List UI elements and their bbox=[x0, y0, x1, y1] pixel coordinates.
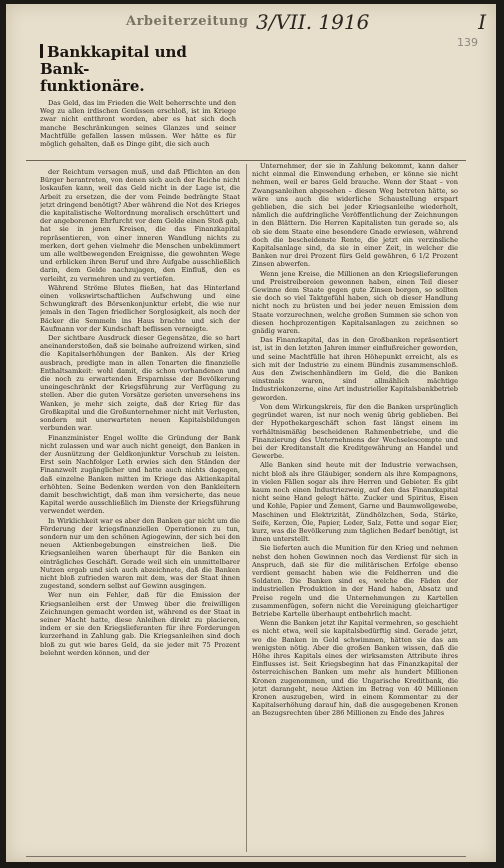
left-paragraph: Finanzminister Engel wollte die Gründung der Bank nicht zulassen und war auch nicht geneigt, den Banken in der Ausnützung der Geldkonjunktur Vorschub zu leisten. Erst sein Nachfolger Leth erwies sich den Ständen der Finanzwelt zugänglicher und hatte auch nichts dagegen, daß einzelne Banken mitten im Kriege das Aktienkapital erhöhten. Seine Bedenken werden von den Bankleitern damit beschwichtigt, daß man ihm versicherte, das neue Kapital werde ausschließlich im Dienste der Kriegsführung verwendet werden. bbox=[40, 433, 240, 516]
masthead-stamp: Arbeiterzeitung bbox=[126, 14, 249, 29]
right-paragraph: Unternehmer, der sie in Zahlung bekommt, kann daher nicht einmal die Einwendung erheben, er könne sie nicht nehmen, weil er bares Geld brauche. Wenn der Staat – von Zwangsanleihen abgesehen – diesen Weg betreten hätte, so wäre uns auch die widerliche Schaustellung erspart geblieben, die sich bei jeder Kriegsanleihe wiederholt, nämlich die aufdringliche Veröffentlichung der Zeichnungen in den Blättern. Die Herren Kapitalisten tun gerade so, als ob sie dem Staate eine besondere Gnade erwiesen, während doch die bescheidenste Rente, die jetzt ein verzinsliche Kapitalsanlage sind, da sie in einer Zeit, in welcher die Banken nur drei Prozent fürs Geld gewähren, 6 1/2 Prozent Zinsen abwerfen. bbox=[252, 162, 458, 269]
article-intro-column bbox=[40, 44, 236, 164]
handwritten-date: 3/VII. 1916 bbox=[256, 10, 370, 34]
right-paragraph: Alle Banken sind heute mit der Industrie verwachsen, nicht bloß als ihre Gläubiger, sondern als ihre Kompagnons, in vielen Fällen sogar als ihre Herren und Gebieter. Es gibt kaum noch einen Industriezweig, auf den das Finanzkapital nicht seine Hand gelegt hätte. Zucker und Spiritus, Eisen und Kohle, Papier und Zement, Garne und Baumwollgewebe, Maschinen und Elektrizität, Zündhölzchen, Soda, Stärke, Seife, Kerzen, Öle, Papier, Leder, Salz, Fette und sogar Eier, kurz, was die Bevölkerung zum täglichen Bedarf benötigt, ist ihnen unterstellt. bbox=[252, 461, 458, 544]
headline-line-2: funktionäre. bbox=[40, 77, 145, 95]
footer-rule bbox=[26, 856, 466, 857]
right-paragraph: Das Finanzkapital, das in den Großbanken repräsentiert ist, ist in den letzten Jahren immer einflußreicher geworden, und seine Machtfülle hat ihren Höhepunkt erreicht, als es sich mit der Industrie zu einem Bündnis zusammenschloß. Aus den Zwischenhändlern im Geld, die die Banken einstmals waren, sind allmählich mächtige Industriekonzerne, eine Art industrieller Kapitalsbankbetrieb geworden. bbox=[252, 336, 458, 402]
right-paragraph: Von dem Wirkungskreis, für den die Banken ursprünglich gegründet waren, ist nur noch wenig übrig geblieben. Bei der Hypothekargeschäft schon fast längst einem im verhältnismäßig bescheidenen Rahmenbetriebe, und die Finanzierung des Unternehmens der Wechselescompte und bei der Kreditanstalt die Kreditgewährung an Handel und Gewerbe. bbox=[252, 402, 458, 461]
headline-line-1: Bankkapital und Bank- bbox=[40, 44, 187, 78]
left-paragraph: Der sichtbare Ausdruck dieser Gegensätze, die so hart aneinanderstoßen, daß sie beinahe aufreizend wirken, sind die Kapitalserhöhungen der Banken. Als der Krieg ausbrach, predigte man in allen Tonarten die finanzielle Enthaltsamkeit: wohl damit, die schon vorhandenen und die noch zu erwartenden Ersparnisse der Bevölkerung uneingeschränkt der Kriegsführung zur Verfügung zu stellen. Aber die guten Vorsätze gerieten unversehens ins Wanken, je mehr sich zeigte, daß der Krieg für das Großkapital und die Großunternehmer nicht mit Verlusten, sondern mit unerwarteten neuen Kapitalsbildungen verbunden war. bbox=[40, 334, 240, 433]
headline-bar bbox=[40, 44, 43, 58]
article-headline bbox=[40, 44, 236, 95]
pencil-number: 139 bbox=[457, 36, 478, 49]
left-paragraph: In Wirklichkeit war es aber den Banken gar nicht um die Förderung der kriegsfinanziellen Operationen zu tun, sondern nur um den schönen Agiogewinn, der sich bei den neuen Aktienbegebungen einstreichen ließ. Die Kriegsanleihen waren überhaupt für die Banken ein einträgliches Geschäft. Gerade weil sich ein unmittelbarer Nutzen ergab und sich auch abzeichnete, daß die Banken nicht bloß zufrieden waren mit dem, was der Staat ihnen zugestand, sondern selbst auf Gewinn ausgingen. bbox=[40, 516, 240, 591]
intro-paragraph: Das Geld, das im Frieden die Welt beherrschte und den Weg zu allen irdischen Genüssen erschloß, ist im Kriege zwar nicht entthront worden, aber es hat sich doch manche Beschränkungen seines Glanzes und seiner Machtfülle gefallen lassen müssen. Wer hätte es für möglich gehalten, daß es Dinge gibt, die sich auch bbox=[40, 99, 236, 149]
right-paragraph: Wenn jene Kreise, die Millionen an den Kriegslieferungen und Preistreibereien gewonnen haben, einen Teil dieser Gewinne dem Staate gegen gute Zinsen borgen, so sollten sie doch so viel Taktgefühl haben, sich ob dieser Handlung nicht noch zu brüsten und bei jeder neuen Emission dem Staate vorzurechnen, welche großen Summen sie schon von diesen hochprozentigen Kapitalsanlagen zu zeichnen so gnädig waren. bbox=[252, 269, 458, 336]
newspaper-clipping bbox=[6, 4, 496, 862]
clipping-header bbox=[6, 10, 496, 49]
left-column bbox=[40, 168, 240, 862]
right-paragraph: Wenn die Banken jetzt ihr Kapital vermehren, so geschieht es nicht etwa, weil sie kapitalsbedürftig sind. Gerade jetzt, wo die Banken in Geld schwimmen, hätten sie das am wenigsten nötig. Aber die großen Banken wissen, daß die Höhe ihres Kapitals eines der wirksamsten Attribute ihres Einflusses ist. Seit Kriegsbeginn hat das Finanzkapital der österreichischen Banken um mehr als hundert Millionen Kronen zugenommen, und die Ungarische Kreditbank, die jetzt darangeht, neue Aktien im Betrag von 40 Millionen Kronen auszugeben, wird in einem Kommentar zu der Kapitalserhöhung darauf hin, daß die ausgegebenen Kronen an Bezugsrechten über 286 Millionen zu Ende des Jahres bbox=[252, 619, 458, 718]
handwritten-mark: I bbox=[478, 10, 486, 34]
left-paragraph: der Reichtum versagen muß, und daß Pflichten an den Bürger herantreten, von denen sich auch der Reiche nicht loskaufen kann, weil das Geld nicht in der Lage ist, die Arbeit zu ersetzen, die der vom Feinde bedrängte Staat jetzt dringend benötigt? Aber während die Not des Krieges die kapitalistische Weltordnung moralisch erschüttert und der angeborenen Ehrfurcht vor dem Gelde einen Stoß gab, hat sie in jenen Kreisen, die das Finanzkapital repräsentieren, von einer inneren Wandlung nichts zu merken, dort gehen vielmehr die Menschen unbekümmert um alle weltbewegenden Ereignisse, die gewohnten Wege und erblicken ihren Beruf und ihre Aufgabe ausschließlich darin, dem Gelde nachzujagen, den Einfluß, den es verleiht, zu vermehren und zu vertiefen. bbox=[40, 168, 240, 283]
left-paragraph: Während Ströme Blutes fließen, hat das Hinterland einen volkswirtschaftlichen Aufschwung und eine Schwungkraft des Börsenkonjunktur erlebt, die wie nur jemals in den Tagen friedlicher Sorglosigkeit, als noch der Bäcker die Semmeln ins Haus brachte und sich der Kaufmann vor der Kundschaft beflissen verneigte. bbox=[40, 283, 240, 333]
right-column bbox=[252, 162, 458, 862]
left-paragraph: Wer nun ein Fehler, daß für die Emission der Kriegsanleihen erst der Umweg über die freiwilligen Zeichnungen gemacht worden ist, während es der Staat in seiner Macht hatte, diese Anleihen direkt zu placieren, indem er sie den Kriegslieferanten für ihre Forderungen kurzerhand in Zahlung gab. Die Kriegsanleihen sind doch bloß zu gut wie bares Geld, da sie jeder mit 75 Prozent belehnt werden können, und der bbox=[40, 591, 240, 657]
right-paragraph: Sie lieferten auch die Munition für den Krieg und nehmen nebst den hohen Gewinnen noch das Verdienst für sich in Anspruch, daß sie für die militärischen Erfolge ebenso verdient gemacht haben wie die Feldherren und die Soldaten. Die Banken sind es, welche die Fäden der industriellen Produktion in der Hand haben, Absatz und Preise regeln und die Unternehmungen zu Kartellen zusammenfügen, sofern nicht die Vereinigung gleichartiger Betriebe Kartelle überhaupt entbehrlich macht. bbox=[252, 544, 458, 618]
horizontal-rule bbox=[26, 160, 466, 161]
column-divider bbox=[246, 164, 247, 852]
